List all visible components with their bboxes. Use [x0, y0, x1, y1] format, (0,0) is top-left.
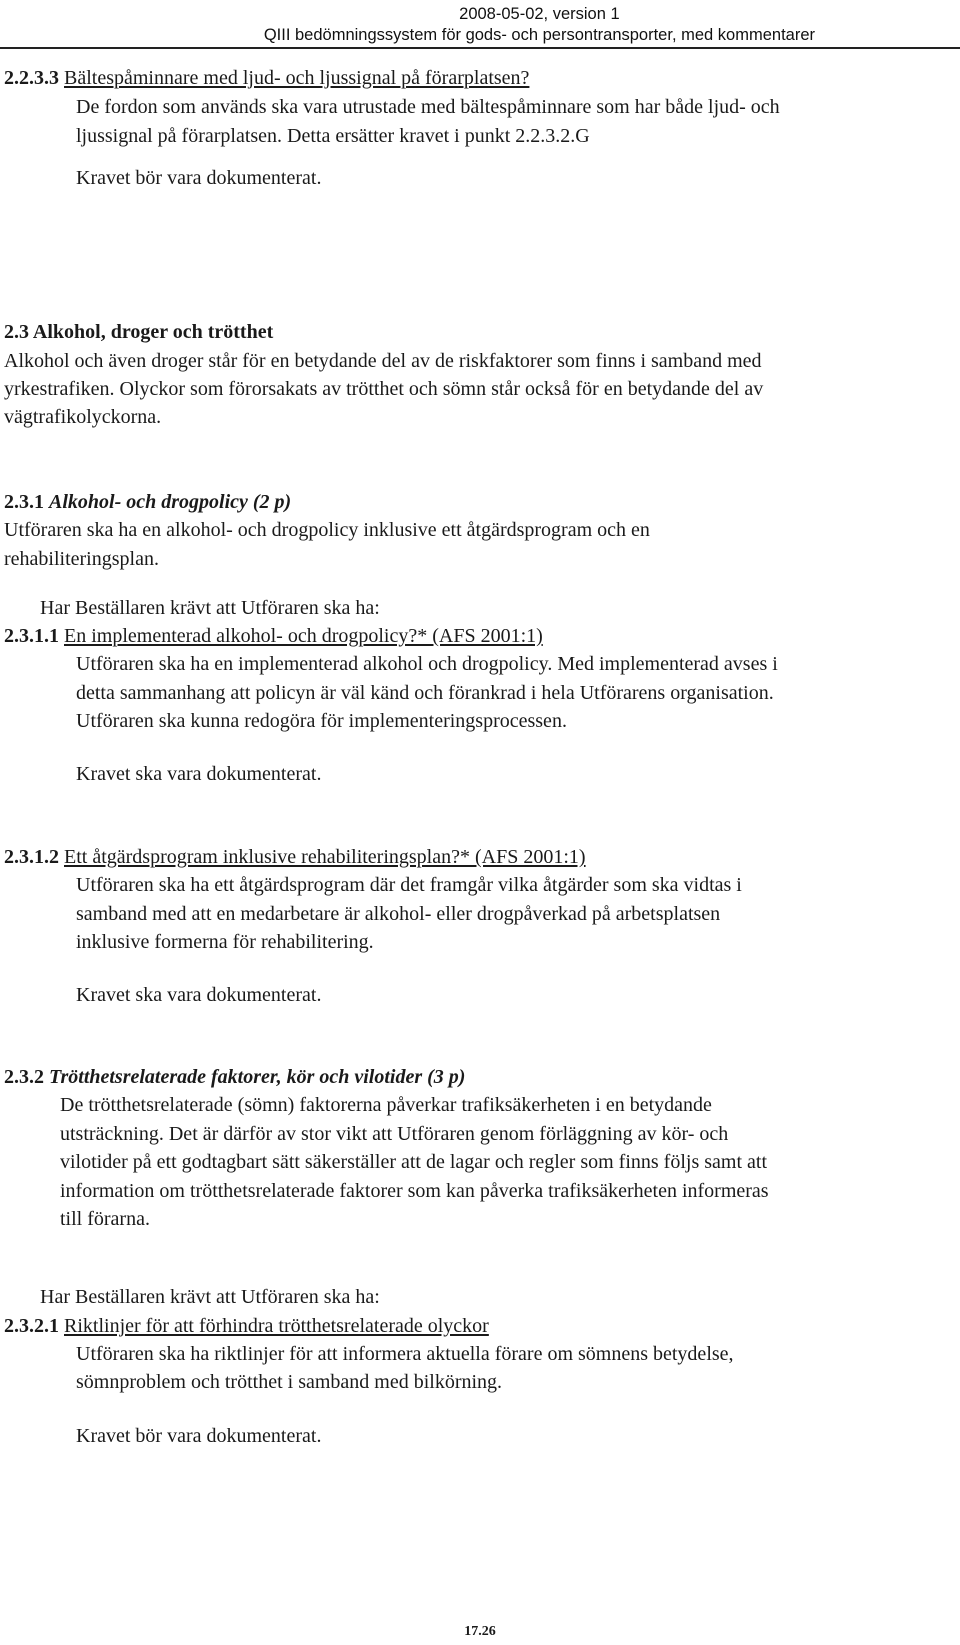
heading-2-2-3-3: 2.2.3.3 Bältespåminnare med ljud- och ljussignal på förarplatsen? [4, 67, 530, 89]
body-line: inklusive formerna för rehabilitering. [76, 931, 374, 953]
body-line: De fordon som används ska vara utrustade med bältespåminnare som har både ljud- och [76, 96, 780, 118]
heading-2-3-1: 2.3.1 Alkohol- och drogpolicy (2 p) [4, 491, 292, 513]
body-line: Utföraren ska ha riktlinjer för att informera aktuella förare om sömnens betydelse, [76, 1343, 734, 1365]
heading-2-3: 2.3 Alkohol, droger och trötthet [4, 321, 274, 343]
body-line: sömnproblem och trötthet i samband med bilkörning. [76, 1371, 503, 1393]
body-line: rehabiliteringsplan. [4, 548, 159, 570]
body-line: Utföraren ska ha ett åtgärdsprogram där det framgår vilka åtgärder som ska vidtas i [76, 874, 742, 896]
body-line: vilotider på ett godtagbart sätt säkerställer att de lagar och regler som finns följs samt att [60, 1151, 768, 1173]
body-line: till förarna. [60, 1208, 150, 1230]
body-line: Utföraren ska ha en alkohol- och drogpolicy inklusive ett åtgärdsprogram och en [4, 519, 650, 541]
body-line: De trötthetsrelaterade (sömn) faktorerna påverkar trafiksäkerheten i en betydande [60, 1094, 712, 1116]
requirement-note: Kravet ska vara dokumenterat. [76, 763, 322, 785]
header-doc-title: QIII bedömningssystem för gods- och persontransporter, med kommentarer [263, 26, 815, 44]
requirements-intro: Har Beställaren krävt att Utföraren ska ha: [40, 1286, 380, 1308]
body-line: Utföraren ska ha en implementerad alkohol och drogpolicy. Med implementerad avses i [76, 653, 778, 675]
body-line: vägtrafikolyckorna. [4, 406, 162, 428]
requirement-note: Kravet bör vara dokumenterat. [76, 1425, 322, 1447]
requirement-note: Kravet ska vara dokumenterat. [76, 984, 322, 1006]
body-line: yrkestrafiken. Olyckor som förorsakats av trötthet och sömn står också för en betydande del av [4, 378, 764, 400]
body-line: ljussignal på förarplatsen. Detta ersätter kravet i punkt 2.2.3.2.G [76, 125, 590, 147]
heading-2-2-3-3-title: Bältespåminnare med ljud- och ljussignal på förarplatsen? [64, 67, 530, 89]
heading-2-3-2: 2.3.2 Trötthetsrelaterade faktorer, kör och vilotider (3 p) [4, 1066, 466, 1088]
header-date-version: 2008-05-02, version 1 [459, 5, 620, 23]
body-line: samband med att en medarbetare är alkohol- eller drogpåverkad på arbetsplatsen [76, 903, 721, 925]
page-header [264, 4, 815, 46]
body-line: utsträckning. Det är därför av stor vikt att Utföraren genom förläggning av kör- och [60, 1123, 729, 1145]
heading-2-3-1-2: 2.3.1.2 Ett åtgärdsprogram inklusive rehabiliteringsplan?* (AFS 2001:1) [4, 846, 586, 868]
body-line: Utföraren ska kunna redogöra för implementeringsprocessen. [76, 710, 567, 732]
heading-2-3-2-1: 2.3.2.1 Riktlinjer för att förhindra trötthetsrelaterade olyckor [4, 1315, 489, 1337]
body-line: information om trötthetsrelaterade faktorer som kan påverka trafiksäkerheten informeras [60, 1180, 769, 1202]
requirement-note: Kravet bör vara dokumenterat. [76, 167, 322, 189]
requirements-intro: Har Beställaren krävt att Utföraren ska ha: [40, 597, 380, 619]
body-line: Alkohol och även droger står för en betydande del av de riskfaktorer som finns i samband med [4, 350, 762, 372]
page-number: 17.26 [464, 1624, 496, 1639]
body-line: detta sammanhang att policyn är väl känd och förankrad i hela Utförarens organisation. [76, 682, 774, 704]
header-rule [0, 47, 960, 49]
heading-2-3-1-1: 2.3.1.1 En implementerad alkohol- och drogpolicy?* (AFS 2001:1) [4, 625, 543, 647]
